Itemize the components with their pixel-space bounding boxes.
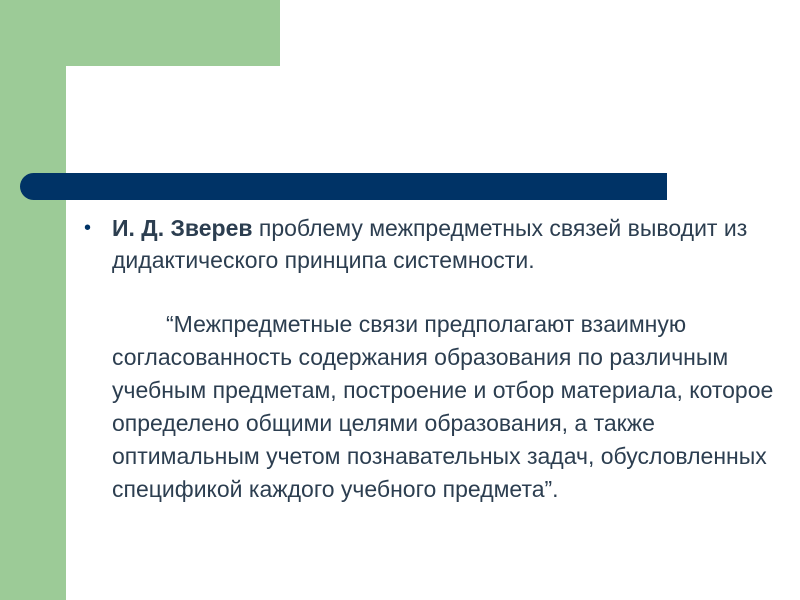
statement-text: проблему межпредметных связей выводит из дидактического принципа системности. bbox=[112, 215, 748, 273]
bullet-dot-icon: • bbox=[84, 217, 92, 239]
top-green-block bbox=[0, 0, 280, 66]
title-bar bbox=[20, 173, 667, 200]
slide-content bbox=[84, 212, 784, 506]
rounded-white-corner bbox=[66, 66, 166, 166]
bullet-item bbox=[84, 212, 784, 276]
quote-paragraph: “Межпредметные связи предполагают взаимную согласованность содержания образования по различным учебным предметам, построение и отбор материала, которое определено общими целями образования, а также оптимальным учетом познавательных задач, обусловленных спецификой каждого учебного предмета”. bbox=[112, 311, 774, 502]
left-green-strip bbox=[0, 0, 66, 600]
bullet-text bbox=[112, 212, 782, 276]
author-name: И. Д. Зверев bbox=[112, 215, 253, 241]
